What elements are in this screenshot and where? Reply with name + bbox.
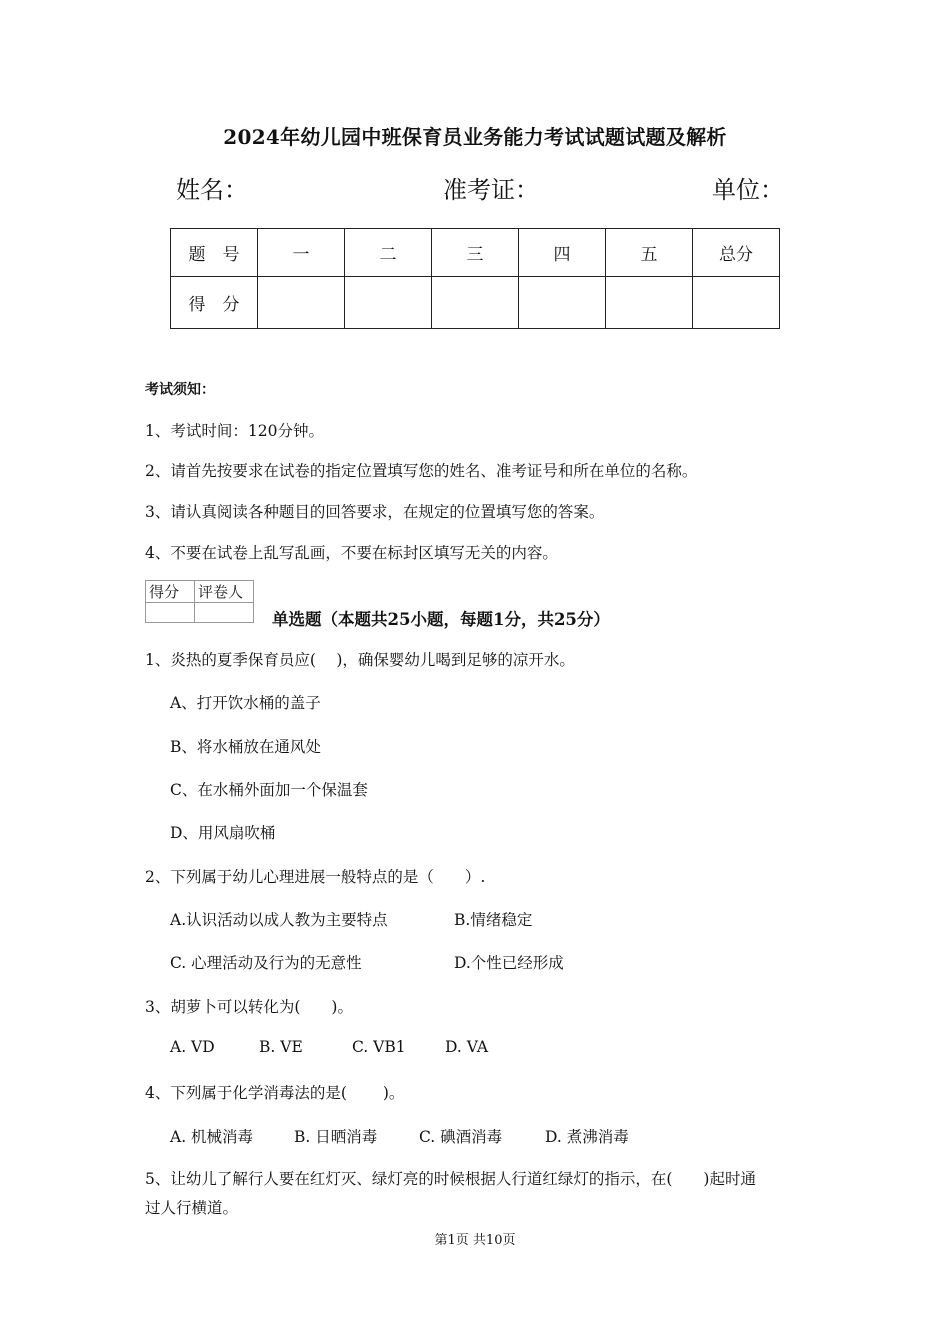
question-stem: 2、下列属于幼儿心理进展一般特点的是（ ）. [145, 868, 486, 886]
question-option: A、打开饮水桶的盖子 [170, 694, 321, 712]
question-option: A. VD [170, 1038, 215, 1056]
question-option: C. 心理活动及行为的无意性 [170, 954, 362, 972]
score-cell-score-label: 得 分 [171, 277, 258, 329]
exam-id-field-label: 准考证： [443, 176, 539, 204]
question-option: B、将水桶放在通风处 [170, 738, 321, 756]
score-cell-header-total: 总分 [693, 229, 780, 277]
question-option: D.个性已经形成 [454, 954, 564, 972]
unit-field-label: 单位： [712, 176, 784, 204]
question-option: B. 日晒消毒 [294, 1128, 378, 1146]
name-field-label: 姓名： [176, 176, 248, 204]
score-cell-header-label: 题 号 [171, 229, 258, 277]
score-cell-blank[interactable] [345, 277, 432, 329]
grader-name-blank[interactable] [195, 603, 254, 623]
question-option: C、在水桶外面加一个保温套 [170, 781, 368, 799]
notice-item: 4、不要在试卷上乱写乱画，不要在标封区填写无关的内容。 [145, 544, 558, 562]
score-table-score-row [171, 277, 780, 329]
grader-score-blank[interactable] [146, 603, 195, 623]
question-option: A.认识活动以成人教为主要特点 [170, 911, 388, 929]
page-footer: 第1页 共10页 [434, 1233, 516, 1248]
score-table [170, 228, 780, 329]
question-stem-continued: 过人行横道。 [145, 1199, 239, 1217]
grader-box [145, 580, 254, 623]
score-cell-blank[interactable] [519, 277, 606, 329]
question-option: D. 煮沸消毒 [545, 1128, 629, 1146]
score-cell-header-1: 一 [258, 229, 345, 277]
score-cell-blank[interactable] [432, 277, 519, 329]
question-option: C. VB1 [352, 1038, 406, 1056]
question-option: D、用风扇吹桶 [170, 824, 276, 842]
section-title: 单选题（本题共25小题，每题1分，共25分） [272, 610, 610, 629]
notice-item: 2、请首先按要求在试卷的指定位置填写您的姓名、准考证号和所在单位的名称。 [145, 462, 698, 480]
score-cell-blank[interactable] [693, 277, 780, 329]
score-cell-header-4: 四 [519, 229, 606, 277]
notice-heading: 考试须知： [145, 382, 215, 398]
score-cell-blank[interactable] [606, 277, 693, 329]
score-cell-blank[interactable] [258, 277, 345, 329]
notice-item: 3、请认真阅读各种题目的回答要求，在规定的位置填写您的答案。 [145, 503, 605, 521]
question-option: A. 机械消毒 [170, 1128, 254, 1146]
question-stem: 4、下列属于化学消毒法的是( )。 [145, 1084, 405, 1102]
question-option: B.情绪稳定 [454, 911, 533, 929]
question-stem: 5、让幼儿了解行人要在红灯灭、绿灯亮的时候根据人行道红绿灯的指示，在( )起时通 [145, 1170, 756, 1188]
score-table-header-row [171, 229, 780, 277]
question-option: D. VA [445, 1038, 489, 1056]
question-stem: 3、胡萝卜可以转化为( )。 [145, 998, 353, 1016]
question-option: C. 碘酒消毒 [419, 1128, 503, 1146]
question-stem: 1、炎热的夏季保育员应( )，确保婴幼儿喝到足够的凉开水。 [145, 651, 575, 669]
page-title: 2024年幼儿园中班保育员业务能力考试试题试题及解析 [223, 125, 727, 149]
score-cell-header-3: 三 [432, 229, 519, 277]
question-option: B. VE [259, 1038, 303, 1056]
score-cell-header-5: 五 [606, 229, 693, 277]
score-cell-header-2: 二 [345, 229, 432, 277]
grader-name-label: 评卷人 [195, 581, 254, 603]
grader-score-label: 得分 [146, 581, 195, 603]
notice-item: 1、考试时间：120分钟。 [145, 422, 324, 440]
